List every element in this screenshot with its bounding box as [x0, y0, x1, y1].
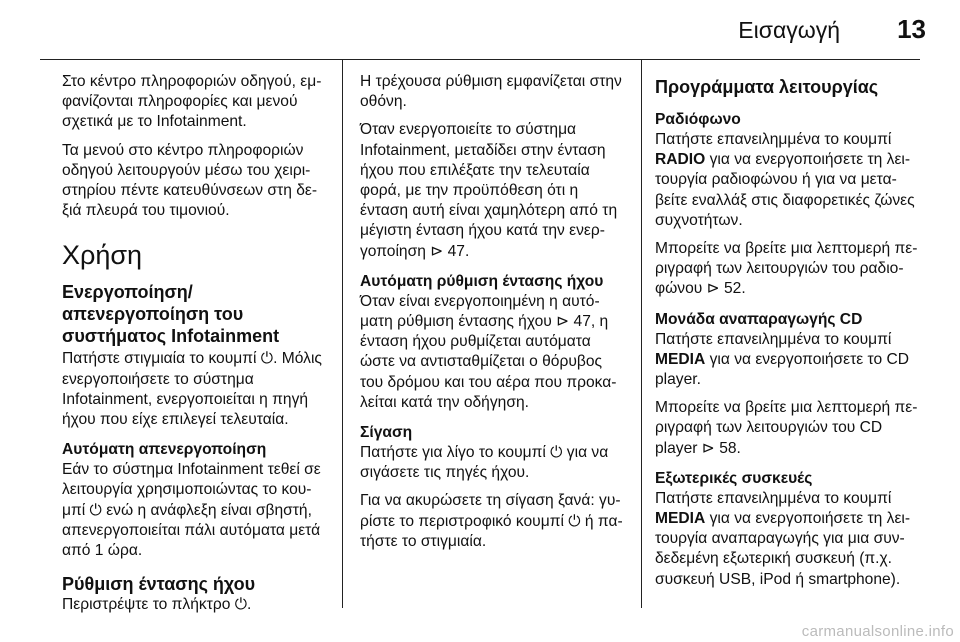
- column-divider-1: [342, 60, 343, 608]
- radio-reference-paragraph: [655, 239, 925, 300]
- text-line: ώστε να αντισταθμίζεται ο θόρυβος: [360, 353, 603, 371]
- text-line: MEDIA για να ενεργοποιήσετε το CD: [655, 350, 909, 368]
- heading-modes: Προγράμματα λειτουργίας: [655, 77, 879, 97]
- heading-volume: Ρύθμιση έντασης ήχου: [62, 574, 256, 595]
- text-line: βείτε εναλλάξ στις διαφορετικές ζώνες: [655, 191, 915, 209]
- heading-auto-volume: Αυτόματη ρύθμιση έντασης ήχου: [360, 272, 604, 290]
- heading-activate: [62, 281, 332, 347]
- text-line: ήχου που είχε επιλεγεί τελευταία.: [62, 411, 289, 429]
- heading-line: Ενεργοποίηση/: [62, 282, 193, 303]
- text-line: οθόνη.: [360, 93, 407, 111]
- heading-line: συστήματος Infotainment: [62, 326, 280, 347]
- text-line: Πατήστε επανειλημμένα το κουμπί: [655, 330, 892, 348]
- watermark-logo: carmanualsonline.info: [801, 623, 954, 640]
- text-line: σιγάσετε τις πηγές ήχου.: [360, 464, 530, 482]
- text-line: ήχου που επιλέξατε την τελευταία: [360, 161, 590, 179]
- text-line: μπί ⏻ ενώ η ανάφλεξη είναι σβηστή,: [62, 501, 312, 519]
- text-line: του δρόμου και του αέρα που προκα-: [360, 373, 617, 391]
- text-line: Περιστρέψτε το πλήκτρο ⏻.: [62, 596, 252, 614]
- text-line: Πατήστε επανειλημμένα το κουμπί: [655, 489, 892, 507]
- text-line: Όταν είναι ενεργοποιημένη η αυτό-: [360, 292, 600, 310]
- volume-paragraph: [62, 595, 332, 615]
- menu-paragraph: [62, 141, 332, 222]
- cd-paragraph: [655, 330, 925, 391]
- text-line: Μπορείτε να βρείτε μια λεπτομερή πε-: [655, 399, 918, 417]
- auto-off-paragraph: [62, 460, 332, 561]
- text-line: Όταν ενεργοποιείτε το σύστημα: [360, 121, 577, 139]
- text-line: συχνοτήτων.: [655, 211, 743, 229]
- radio-paragraph: [655, 130, 925, 231]
- text-line: φανίζονται πληροφορίες και μενού: [62, 93, 298, 111]
- text-line: φορά, με την προϋπόθεση ότι η: [360, 182, 579, 200]
- text-line: δεδεμένη εξωτερική συσκευή (π.χ.: [655, 550, 892, 568]
- heading-radio: Ραδιόφωνο: [655, 111, 741, 128]
- text-line: ενεργοποιήσετε το σύστημα: [62, 370, 254, 388]
- text-line: Μπορείτε να βρείτε μια λεπτομερή πε-: [655, 240, 918, 258]
- text-line: Πατήστε για λίγο το κουμπί ⏻ για να: [360, 444, 609, 462]
- text-line: στηρίου πέντε κατευθύνσεων στη δε-: [62, 182, 318, 200]
- text-line: ριγραφή των λειτουργιών του CD: [655, 419, 883, 437]
- current-setting-paragraph: [360, 72, 632, 112]
- mute-paragraph: [360, 443, 632, 483]
- text-line: player ⊳ 58.: [655, 439, 741, 457]
- heading-external-devices: Εξωτερικές συσκευές: [655, 469, 813, 487]
- text-line: λειτουργία χρησιμοποιώντας το κου-: [62, 481, 312, 499]
- column-3: [655, 72, 925, 598]
- text-line: λείται κατά την οδήγηση.: [360, 393, 529, 411]
- text-line: Στο κέντρο πληροφοριών οδηγού, εμ-: [62, 73, 322, 90]
- text-line: φώνου ⊳ 52.: [655, 280, 746, 298]
- heading-mute: Σίγαση: [360, 424, 413, 442]
- text-line: Infotainment, ενεργοποιείται η πηγή: [62, 390, 309, 408]
- text-line: σχετικά με το Infotainment.: [62, 113, 247, 131]
- text-line: οδηγού λειτουργούν μέσω του χειρι-: [62, 161, 311, 179]
- page-header-title: Εισαγωγή: [738, 17, 840, 43]
- text-line: ένταση ήχου ρυθμίζεται αυτόματα: [360, 333, 591, 351]
- column-divider-2: [641, 60, 642, 608]
- text-line: ματη ρύθμιση έντασης ήχου ⊳ 47, η: [360, 313, 609, 331]
- page-number: 13: [897, 14, 926, 44]
- text-line: Πατήστε στιγμιαία το κουμπί ⏻. Μόλις: [62, 350, 322, 368]
- column-1: [62, 72, 332, 623]
- unmute-paragraph: [360, 491, 632, 552]
- heading-auto-off: Αυτόματη απενεργοποίηση: [62, 441, 267, 459]
- text-line: ένταση αυτή είναι χαμηλότερη από τη: [360, 202, 618, 220]
- text-line: MEDIA για να ενεργοποιήσετε τη λει-: [655, 510, 911, 528]
- text-line: Τα μενού στο κέντρο πληροφοριών: [62, 141, 304, 159]
- text-line: γοποίηση ⊳ 47.: [360, 242, 470, 260]
- startup-volume-paragraph: [360, 120, 632, 261]
- text-line: από 1 ώρα.: [62, 542, 143, 560]
- section-title: Χρήση: [62, 240, 143, 271]
- text-line: συσκευή USB, iPod ή smartphone).: [655, 570, 901, 588]
- activate-paragraph: [62, 349, 332, 430]
- text-line: Για να ακυρώσετε τη σίγαση ξανά: γυ-: [360, 492, 621, 510]
- heading-line: απενεργοποίηση του: [62, 304, 244, 325]
- text-line: RADIO για να ενεργοποιήσετε τη λει-: [655, 151, 911, 169]
- auto-volume-paragraph: [360, 292, 632, 413]
- text-line: player.: [655, 371, 701, 389]
- text-line: απενεργοποιείται πάλι αυτόματα μετά: [62, 521, 321, 539]
- text-line: ξιά πλευρά του τιμονιού.: [62, 202, 230, 220]
- intro-paragraph: [62, 72, 332, 133]
- text-line: Εάν το σύστημα Infotainment τεθεί σε: [62, 461, 321, 479]
- text-line: ρίστε το περιστροφικό κουμπί ⏻ ή πα-: [360, 512, 623, 530]
- text-line: τουργία αναπαραγωγής για μια συν-: [655, 530, 905, 548]
- text-line: Infotainment, μεταδίδει στην ένταση: [360, 141, 606, 159]
- text-line: Πατήστε επανειλημμένα το κουμπί: [655, 131, 892, 148]
- column-2: [360, 72, 632, 560]
- text-line: μέγιστη ένταση ήχου κατά την ενερ-: [360, 222, 605, 240]
- text-line: Η τρέχουσα ρύθμιση εμφανίζεται στην: [360, 73, 622, 90]
- external-devices-paragraph: [655, 489, 925, 590]
- cd-reference-paragraph: [655, 398, 925, 459]
- header-divider: [40, 59, 920, 60]
- text-line: τουργία ραδιοφώνου ή για να μετα-: [655, 171, 897, 189]
- heading-cd: Μονάδα αναπαραγωγής CD: [655, 310, 863, 328]
- text-line: ριγραφή των λειτουργιών του ραδιο-: [655, 260, 904, 278]
- text-line: τήστε το στιγμιαία.: [360, 532, 487, 550]
